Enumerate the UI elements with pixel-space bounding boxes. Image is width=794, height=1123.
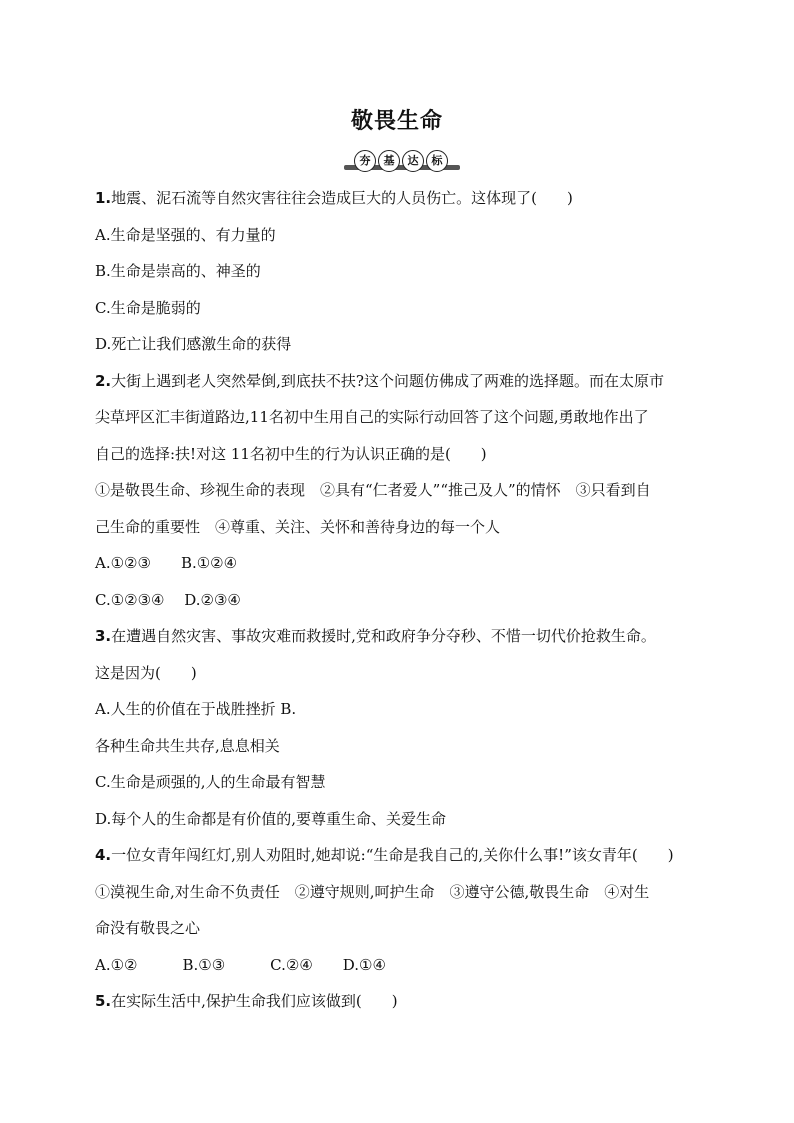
line-text: 大街上遇到老人突然晕倒,到底扶不扶?这个问题仿佛成了两难的选择题。而在太原市: [111, 371, 664, 390]
question-line: [95, 436, 715, 473]
question-line: [95, 509, 715, 546]
line-text: A.人生的价值在于战胜挫折 B.: [95, 700, 297, 718]
question-stem-line: [95, 363, 715, 400]
line-text: 尖草坪区汇丰街道路边,11名初中生用自己的实际行动回答了这个问题,勇敢地作出了: [95, 408, 649, 426]
section-badge: [344, 150, 460, 174]
question-line: [95, 582, 715, 619]
question-number: 1.: [95, 189, 112, 207]
line-text: C.生命是顽强的,人的生命最有智慧: [95, 773, 326, 791]
question-content: [95, 180, 715, 1020]
question-line: [95, 947, 715, 984]
question-line: [95, 472, 715, 509]
section-badge-char: 夯: [354, 150, 376, 172]
question-line: [95, 728, 715, 765]
line-text: A.生命是坚强的、有力量的: [95, 225, 276, 244]
question-line: [95, 217, 715, 254]
question-line: [95, 290, 715, 327]
line-text: 这是因为( ): [95, 663, 197, 682]
line-text: 在实际生活中,保护生命我们应该做到( ): [111, 992, 398, 1010]
line-text: D.死亡让我们感激生命的获得: [95, 335, 292, 353]
question-line: [95, 545, 715, 582]
page-title: 敬畏生命: [350, 109, 443, 134]
question-stem-line: [95, 837, 715, 874]
line-text: 一位女青年闯红灯,别人劝阻时,她却说:“生命是我自己的,关你什么事!”该女青年( ): [111, 846, 674, 864]
line-text: C.①②③④ D.②③④: [95, 590, 241, 609]
question-line: [95, 399, 715, 436]
line-text: 自己的选择:扶!对这 11名初中生的行为认识正确的是( ): [95, 444, 487, 463]
question-line: [95, 764, 715, 801]
line-text: ①是敬畏生命、珍视生命的表现 ②具有“仁者爱人”“推己及人”的情怀 ③只看到自: [95, 481, 651, 499]
question-line: [95, 326, 715, 363]
line-text: A.①② B.①③ C.②④ D.①④: [95, 955, 386, 974]
question-line: [95, 691, 715, 728]
line-text: A.①②③ B.①②④: [95, 554, 238, 572]
question-line: [95, 874, 715, 911]
line-text: C.生命是脆弱的: [95, 298, 201, 317]
line-text: ①漠视生命,对生命不负责任 ②遵守规则,呵护生命 ③遵守公德,敬畏生命 ④对生: [95, 882, 650, 901]
section-badge-char: 基: [378, 150, 400, 172]
question-line: [95, 910, 715, 947]
question-stem-line: [95, 983, 715, 1020]
question-number: 2.: [95, 371, 112, 390]
section-badge-char: 标: [426, 150, 448, 172]
question-number: 3.: [95, 627, 112, 645]
question-stem-line: [95, 618, 715, 655]
line-text: 各种生命共生共存,息息相关: [95, 736, 280, 755]
question-line: [95, 253, 715, 290]
question-stem-line: [95, 180, 715, 217]
line-text: B.生命是崇高的、神圣的: [95, 262, 261, 280]
section-badge-char: 达: [402, 150, 424, 172]
question-number: 4.: [95, 846, 112, 864]
question-line: [95, 801, 715, 838]
section-badge-chars: [354, 150, 448, 172]
line-text: 地震、泥石流等自然灾害往往会造成巨大的人员伤亡。这体现了( ): [111, 189, 573, 207]
line-text: 己生命的重要性 ④尊重、关注、关怀和善待身边的每一个人: [95, 517, 501, 536]
question-number: 5.: [95, 992, 112, 1010]
line-text: 命没有敬畏之心: [95, 919, 201, 937]
line-text: D.每个人的生命都是有价值的,要尊重生命、关爱生命: [95, 809, 447, 828]
question-line: [95, 655, 715, 692]
line-text: 在遭遇自然灾害、事故灾难而救援时,党和政府争分夺秒、不惜一切代价抢救生命。: [111, 627, 656, 645]
